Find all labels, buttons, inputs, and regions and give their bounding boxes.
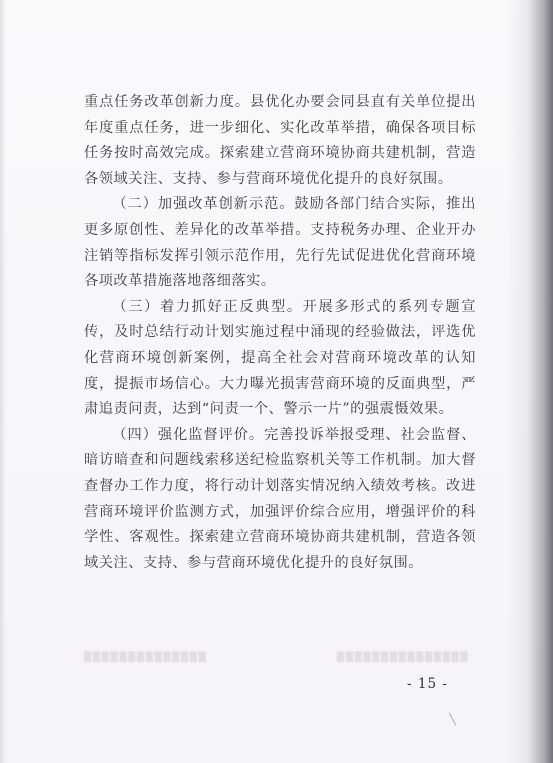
show-through-right: ▒▒▒▒▒▒▒▒▒▒▒▒▒▒▒ xyxy=(336,652,469,663)
paragraph-continuation: 重点任务改革创新力度。县优化办要会同县直有关单位提出年度重点任务，进一步细化、实化改革举措，确保各项目标任务按时高效完成。探索建立营商环境协商共建机制，营造各领域关注、支持、参与营商环境优化提升的良好氛围。 xyxy=(84,94,476,187)
page-left-edge xyxy=(0,0,6,763)
scan-mark xyxy=(449,713,456,726)
show-through-footer xyxy=(84,651,469,665)
page-binding-shadow xyxy=(507,0,553,763)
paragraph-supervision-evaluation: （四）强化监督评价。完善投诉举报受理、社会监督、暗访暗查和问题线索移送纪检监察机关等工作机制。加大督查督办工作力度，将行动计划落实情况纳入绩效考核。改进营商环境评价监测方式，加强评价综合应用，增强评价的科学性、客观性。探索建立营商环境协商共建机制，营造各领域关注、支持、参与营商环境优化提升的良好氛围。 xyxy=(84,426,476,571)
paragraph-reform-demonstration: （二）加强改革创新示范。鼓励各部门结合实际，推出更多原创性、差异化的改革举措。支持税务办理、企业开办注销等指标发挥引领示范作用，先行先试促进优化营商环境各项改革措施落地落细落实。 xyxy=(84,196,476,290)
show-through-left: ▒▒▒▒▒▒▒▒▒▒▒▒▒▒ xyxy=(84,652,208,663)
page-number: - 15 - xyxy=(407,676,448,692)
paragraph-typical-cases: （三）着力抓好正反典型。开展多形式的系列专题宣传，及时总结行动计划实施过程中涌现的经验做法，评选优化营商环境创新案例，提高全社会对营商环境改革的认知度，提振市场信心。大力曝光损害营商环境的反面典型，严肃追责问责，达到“问责一个、警示一片”的强震慑效果。 xyxy=(84,298,476,418)
document-body xyxy=(84,90,476,576)
